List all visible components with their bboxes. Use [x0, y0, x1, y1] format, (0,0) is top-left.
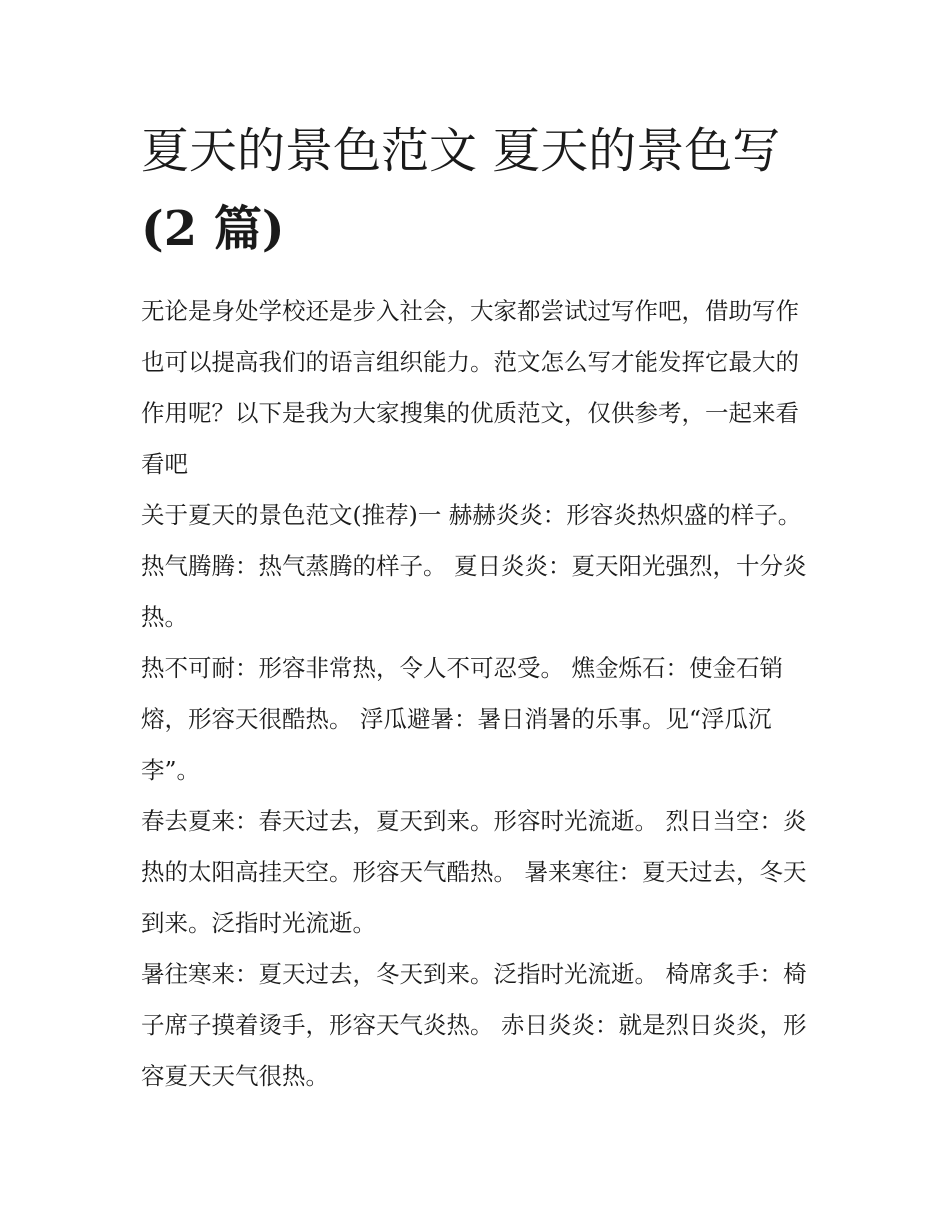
- body-paragraph: 暑往寒来：夏天过去，冬天到来。泛指时光流逝。 椅席炙手：椅子席子摸着烫手，形容天气炎热。 赤日炎炎：就是烈日炎炎，形容夏天天气很热。: [141, 960, 807, 1090]
- title-line-2: (2 篇): [141, 201, 285, 257]
- document-page: [141, 112, 813, 1102]
- intro-paragraph: 无论是身处学校还是步入社会，大家都尝试过写作吧，借助写作也可以提高我们的语言组织能力。范文怎么写才能发挥它最大的作用呢？以下是我为大家搜集的优质范文，仅供参考，一起来看看吧: [141, 297, 799, 478]
- body-paragraph: 关于夏天的景色范文(推荐)一 赫赫炎炎：形容炎热炽盛的样子。 热气腾腾：热气蒸腾的样子。 夏日炎炎：夏天阳光强烈，十分炎热。: [141, 501, 807, 631]
- body-paragraph: 热不可耐：形容非常热，令人不可忍受。 燋金烁石：使金石销熔，形容天很酷热。 浮瓜避暑：暑日消暑的乐事。见“浮瓜沉李”。: [141, 654, 783, 784]
- body-paragraph: 春去夏来：春天过去，夏天到来。形容时光流逝。 烈日当空：炎热的太阳高挂天空。形容天气酷热。 暑来寒往：夏天过去，冬天到来。泛指时光流逝。: [141, 807, 807, 937]
- document-title: [141, 112, 813, 268]
- title-line-1: 夏天的景色范文 夏天的景色写: [141, 123, 781, 179]
